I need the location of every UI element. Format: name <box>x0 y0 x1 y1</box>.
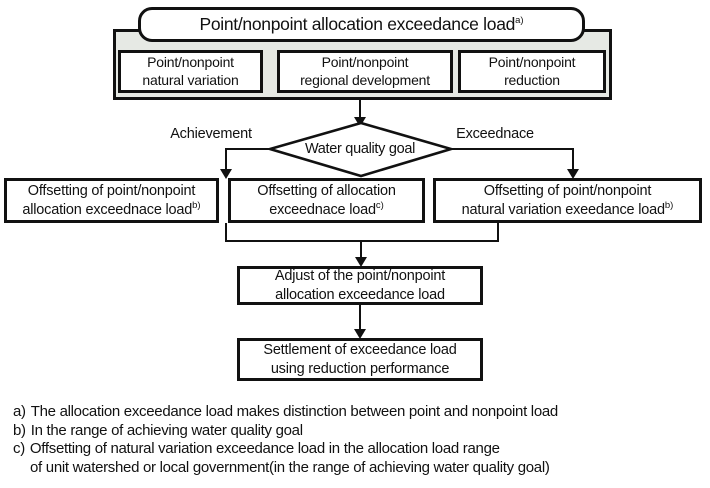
offset-box-allocation-exceedance: Offsetting of point/nonpoint allocation exceednace load$^{b)}$ <box>4 178 219 223</box>
title-box <box>138 7 585 42</box>
footnote-a-text: The allocation exceedance load makes distinction between point and nonpoint load <box>30 403 558 420</box>
source-box-natural-variation: Point/nonpoint natural variation <box>118 50 263 93</box>
branch-label-exceedance: Exceednace <box>456 126 534 142</box>
footnote-c-text-line2: of unit watershed or local government(in the range of achieving water quality goal) <box>30 458 550 476</box>
branch-label-achievement: Achievement <box>170 126 252 142</box>
footnote-b-text: In the range of achieving water quality goal <box>30 421 303 439</box>
source-box-reduction: Point/nonpoint reduction <box>458 50 606 93</box>
footnote-ref-b2: b) <box>664 199 674 211</box>
footnote-c-continuation <box>13 459 705 478</box>
footnotes <box>13 403 705 477</box>
footnote-b <box>13 422 705 441</box>
connector-exceedance-branch <box>449 149 573 170</box>
footnote-a <box>13 403 705 422</box>
adjust-box: Adjust of the point/nonpoint allocation exceedance load <box>237 266 483 305</box>
offset-box-allocation: Offsetting of allocation exceednace load$^{c)}$ <box>228 178 425 223</box>
decision-label: Water quality goal <box>304 141 416 157</box>
footnote-ref-a: a) <box>515 15 524 27</box>
title-text: Point/nonpoint allocation exceedance load$^{a)}$ <box>199 14 524 35</box>
source-box-regional-development: Point/nonpoint regional development <box>277 50 453 93</box>
offset-box-natural-variation: Offsetting of point/nonpoint natural variation exeedance load$^{b)}$ <box>433 178 702 223</box>
connector-collector <box>225 223 499 258</box>
footnote-a-label: a) <box>13 403 26 420</box>
footnote-c <box>13 440 705 459</box>
connector-achievement-branch <box>226 149 272 170</box>
settlement-box: Settlement of exceedance load using reduction performance <box>237 338 483 381</box>
footnote-b-label: b) <box>13 421 26 439</box>
footnote-c-text-line1: Offsetting of natural variation exceedance load in the allocation load range <box>29 440 500 458</box>
footnote-ref-c: c) <box>375 199 384 211</box>
footnote-c-label: c) <box>13 440 25 458</box>
footnote-ref-b: b) <box>192 199 201 211</box>
